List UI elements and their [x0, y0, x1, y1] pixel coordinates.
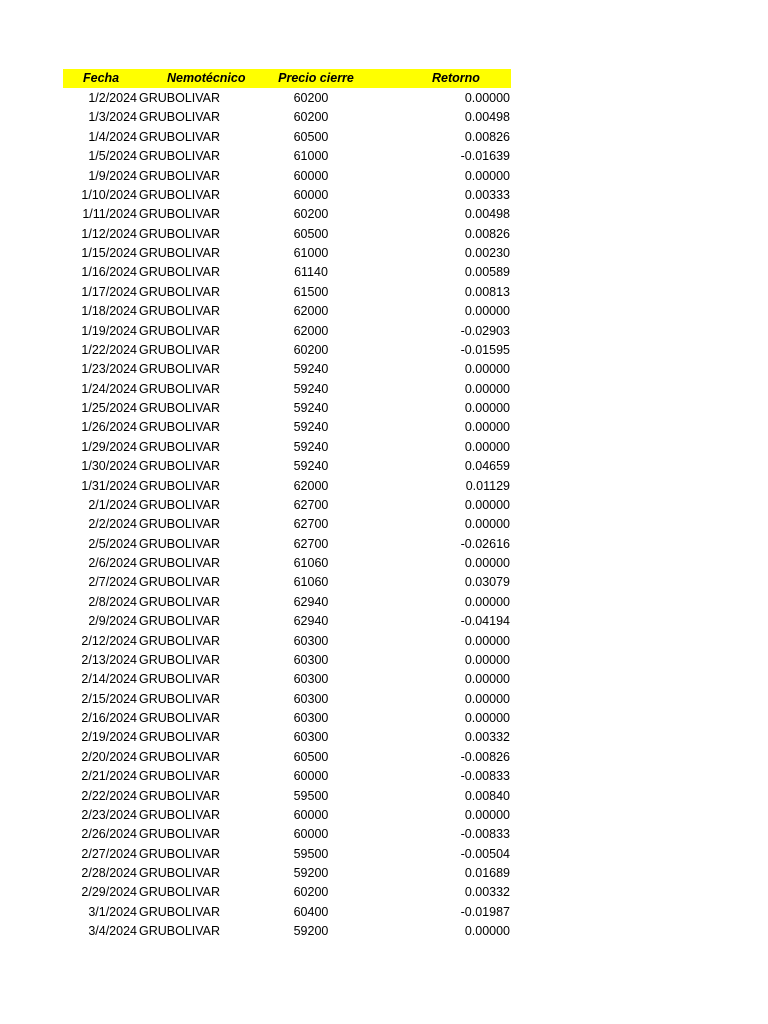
cell-precio-cierre[interactable]: 62000 — [293, 323, 329, 338]
cell-retorno[interactable]: 0.00000 — [464, 807, 510, 822]
cell-precio-cierre[interactable]: 61140 — [294, 265, 328, 280]
table-row — [63, 825, 511, 844]
cell-nemotecnico[interactable]: GRUBOLIVAR — [139, 536, 221, 551]
cell-precio-cierre[interactable]: 60200 — [293, 342, 329, 357]
price-table — [63, 69, 511, 942]
cell-retorno[interactable]: 0.00000 — [464, 691, 510, 706]
table-row — [63, 322, 511, 341]
cell-nemotecnico[interactable]: GRUBOLIVAR — [139, 730, 221, 745]
table-row — [63, 535, 511, 554]
cell-fecha[interactable]: 1/9/2024 — [88, 168, 137, 183]
cell-fecha[interactable]: 2/21/2024 — [81, 769, 137, 784]
cell-nemotecnico[interactable]: GRUBOLIVAR — [139, 749, 221, 764]
table-row — [63, 787, 511, 806]
cell-fecha[interactable]: 1/16/2024 — [81, 265, 137, 280]
cell-nemotecnico[interactable]: GRUBOLIVAR — [139, 439, 221, 454]
cell-retorno[interactable]: 0.01689 — [464, 866, 510, 880]
cell-precio-cierre[interactable]: 60400 — [293, 904, 329, 919]
cell-precio-cierre[interactable]: 60300 — [293, 652, 329, 667]
table-row — [63, 128, 511, 147]
cell-retorno[interactable]: 0.00333 — [464, 187, 510, 202]
table-row — [63, 263, 511, 282]
cell-precio-cierre[interactable]: 61000 — [293, 246, 329, 260]
table-row — [63, 690, 511, 709]
cell-fecha[interactable]: 1/26/2024 — [81, 420, 137, 435]
table-row — [63, 748, 511, 767]
cell-retorno[interactable]: -0.00504 — [460, 846, 510, 861]
cell-fecha[interactable]: 2/29/2024 — [81, 885, 137, 900]
cell-fecha[interactable]: 2/1/2024 — [88, 497, 137, 512]
cell-retorno[interactable]: 0.00813 — [464, 284, 510, 299]
cell-retorno[interactable]: -0.01987 — [460, 904, 510, 919]
cell-precio-cierre[interactable]: 60300 — [293, 672, 329, 687]
cell-retorno[interactable]: 0.00000 — [464, 168, 510, 183]
cell-fecha[interactable]: 1/30/2024 — [81, 459, 137, 474]
cell-fecha[interactable]: 2/22/2024 — [81, 788, 137, 803]
cell-nemotecnico[interactable]: GRUBOLIVAR — [139, 381, 221, 396]
table-row — [63, 380, 511, 399]
cell-precio-cierre[interactable]: 62700 — [293, 517, 329, 532]
cell-fecha[interactable]: 3/1/2024 — [88, 904, 137, 919]
cell-precio-cierre[interactable]: 60500 — [293, 749, 329, 764]
cell-nemotecnico[interactable]: GRUBOLIVAR — [139, 769, 221, 784]
cell-fecha[interactable]: 1/17/2024 — [81, 284, 137, 299]
cell-precio-cierre[interactable]: 62700 — [293, 536, 329, 551]
table-row — [63, 477, 511, 496]
cell-nemotecnico[interactable]: GRUBOLIVAR — [139, 362, 221, 377]
cell-retorno[interactable]: 0.00000 — [464, 652, 510, 667]
table-row — [63, 593, 511, 612]
cell-retorno[interactable]: 0.00230 — [464, 246, 510, 260]
cell-nemotecnico[interactable]: GRUBOLIVAR — [139, 691, 221, 706]
table-row — [63, 554, 511, 573]
cell-nemotecnico[interactable]: GRUBOLIVAR — [139, 323, 221, 338]
cell-nemotecnico[interactable]: GRUBOLIVAR — [139, 788, 221, 803]
table-row — [63, 108, 511, 127]
cell-precio-cierre[interactable]: 60000 — [293, 187, 329, 202]
cell-retorno[interactable]: 0.00000 — [464, 304, 510, 319]
cell-precio-cierre[interactable]: 60000 — [293, 827, 329, 842]
cell-nemotecnico[interactable]: GRUBOLIVAR — [139, 885, 221, 900]
cell-precio-cierre[interactable]: 62700 — [293, 497, 329, 512]
table-row — [63, 399, 511, 418]
cell-fecha[interactable]: 1/12/2024 — [81, 226, 137, 241]
cell-nemotecnico[interactable]: GRUBOLIVAR — [139, 459, 221, 474]
cell-retorno[interactable]: -0.04194 — [460, 614, 510, 629]
cell-precio-cierre[interactable]: 59500 — [293, 846, 329, 861]
table-row — [63, 767, 511, 786]
cell-precio-cierre[interactable]: 59500 — [293, 788, 329, 803]
cell-retorno[interactable]: 0.00589 — [464, 265, 510, 280]
cell-retorno[interactable]: -0.00833 — [460, 827, 510, 842]
cell-retorno[interactable]: -0.00833 — [460, 769, 510, 784]
header-nemotecnico[interactable]: Nemotécnico — [167, 71, 246, 85]
cell-precio-cierre[interactable]: 59240 — [293, 420, 329, 435]
cell-precio-cierre[interactable]: 60200 — [293, 885, 329, 900]
table-row — [63, 283, 511, 302]
cell-precio-cierre[interactable]: 60300 — [293, 730, 329, 745]
cell-fecha[interactable]: 2/28/2024 — [81, 866, 137, 880]
cell-fecha[interactable]: 2/19/2024 — [81, 730, 137, 745]
cell-nemotecnico[interactable]: GRUBOLIVAR — [139, 478, 221, 493]
table-row — [63, 496, 511, 515]
cell-fecha[interactable]: 1/29/2024 — [81, 439, 137, 454]
cell-fecha[interactable]: 2/6/2024 — [88, 556, 137, 570]
cell-nemotecnico[interactable]: GRUBOLIVAR — [139, 594, 221, 609]
table-row — [63, 167, 511, 186]
cell-precio-cierre[interactable]: 62940 — [293, 614, 329, 629]
cell-nemotecnico[interactable]: GRUBOLIVAR — [139, 672, 221, 687]
cell-retorno[interactable]: -0.01595 — [460, 342, 510, 357]
table-row — [63, 225, 511, 244]
cell-fecha[interactable]: 2/20/2024 — [81, 749, 137, 764]
cell-nemotecnico[interactable]: GRUBOLIVAR — [139, 91, 221, 105]
cell-retorno[interactable]: 0.00000 — [464, 711, 510, 725]
cell-retorno[interactable]: -0.00826 — [460, 749, 510, 764]
cell-precio-cierre[interactable]: 60300 — [293, 633, 329, 648]
cell-fecha[interactable]: 2/23/2024 — [81, 807, 137, 822]
cell-retorno[interactable]: 0.00000 — [464, 362, 510, 377]
cell-fecha[interactable]: 1/2/2024 — [88, 91, 137, 105]
table-row — [63, 341, 511, 360]
cell-precio-cierre[interactable]: 62000 — [293, 478, 329, 493]
table-row — [63, 457, 511, 476]
header-fecha[interactable]: Fecha — [83, 71, 120, 85]
cell-nemotecnico[interactable]: GRUBOLIVAR — [139, 187, 221, 202]
table-row — [63, 922, 511, 941]
cell-nemotecnico[interactable]: GRUBOLIVAR — [139, 304, 221, 319]
table-row — [63, 244, 511, 263]
cell-retorno[interactable]: 0.00000 — [464, 633, 510, 648]
cell-nemotecnico[interactable]: GRUBOLIVAR — [139, 807, 221, 822]
table-row — [63, 806, 511, 825]
cell-nemotecnico[interactable]: GRUBOLIVAR — [139, 924, 221, 939]
table-row — [63, 89, 511, 108]
cell-nemotecnico[interactable]: GRUBOLIVAR — [139, 246, 221, 260]
cell-precio-cierre[interactable]: 60500 — [293, 129, 329, 144]
cell-nemotecnico[interactable]: GRUBOLIVAR — [139, 110, 221, 125]
cell-fecha[interactable]: 2/2/2024 — [88, 517, 137, 532]
cell-precio-cierre[interactable]: 60200 — [293, 91, 329, 105]
cell-retorno[interactable]: -0.01639 — [460, 149, 510, 164]
cell-precio-cierre[interactable]: 59240 — [293, 459, 329, 474]
table-row — [63, 709, 511, 728]
cell-retorno[interactable]: 0.00840 — [464, 788, 510, 803]
cell-retorno[interactable]: 0.01129 — [465, 478, 510, 493]
cell-retorno[interactable]: 0.00000 — [464, 91, 510, 105]
cell-fecha[interactable]: 1/15/2024 — [81, 246, 137, 260]
cell-precio-cierre[interactable]: 60300 — [293, 691, 329, 706]
cell-nemotecnico[interactable]: GRUBOLIVAR — [139, 149, 221, 164]
cell-retorno[interactable]: 0.00000 — [464, 672, 510, 687]
cell-nemotecnico[interactable]: GRUBOLIVAR — [139, 497, 221, 512]
cell-precio-cierre[interactable]: 60000 — [293, 807, 329, 822]
cell-nemotecnico[interactable]: GRUBOLIVAR — [139, 652, 221, 667]
cell-retorno[interactable]: 0.04659 — [464, 459, 510, 474]
table-row — [63, 845, 511, 864]
cell-precio-cierre[interactable]: 60000 — [293, 769, 329, 784]
table-body — [63, 89, 511, 942]
table-row — [63, 728, 511, 747]
cell-retorno[interactable]: 0.00000 — [464, 381, 510, 396]
cell-nemotecnico[interactable]: GRUBOLIVAR — [139, 129, 221, 144]
cell-retorno[interactable]: 0.00000 — [464, 556, 510, 570]
table-row — [63, 612, 511, 631]
table-row — [63, 186, 511, 205]
cell-precio-cierre[interactable]: 59240 — [293, 401, 329, 415]
cell-fecha[interactable]: 2/13/2024 — [81, 652, 137, 667]
cell-nemotecnico[interactable]: GRUBOLIVAR — [139, 556, 221, 570]
cell-retorno[interactable]: 0.00000 — [464, 517, 510, 532]
table-row — [63, 883, 511, 902]
cell-nemotecnico[interactable]: GRUBOLIVAR — [139, 420, 221, 435]
cell-retorno[interactable]: 0.00000 — [464, 497, 510, 512]
cell-nemotecnico[interactable]: GRUBOLIVAR — [139, 866, 221, 880]
table-row — [63, 632, 511, 651]
table-row — [63, 438, 511, 457]
cell-retorno[interactable]: 0.00000 — [464, 401, 510, 415]
cell-fecha[interactable]: 1/24/2024 — [81, 381, 137, 396]
cell-fecha[interactable]: 2/26/2024 — [81, 827, 137, 842]
cell-fecha[interactable]: 2/27/2024 — [81, 846, 137, 861]
cell-retorno[interactable]: 0.00498 — [464, 207, 510, 222]
cell-fecha[interactable]: 2/15/2024 — [81, 691, 137, 706]
cell-nemotecnico[interactable]: GRUBOLIVAR — [139, 342, 221, 357]
header-precio-cierre[interactable]: Precio cierre — [278, 71, 354, 85]
cell-fecha[interactable]: 2/7/2024 — [88, 575, 137, 590]
cell-retorno[interactable]: 0.00332 — [464, 885, 510, 900]
cell-retorno[interactable]: 0.00000 — [464, 924, 510, 939]
cell-retorno[interactable]: 0.00000 — [464, 420, 510, 435]
cell-retorno[interactable]: 0.03079 — [464, 575, 510, 590]
cell-precio-cierre[interactable]: 59200 — [293, 866, 329, 880]
cell-retorno[interactable]: 0.00826 — [464, 226, 510, 241]
cell-fecha[interactable]: 1/3/2024 — [88, 110, 137, 125]
cell-retorno[interactable]: -0.02616 — [460, 536, 510, 551]
cell-precio-cierre[interactable]: 61000 — [293, 149, 329, 164]
cell-fecha[interactable]: 1/31/2024 — [81, 478, 137, 493]
cell-precio-cierre[interactable]: 59240 — [293, 362, 329, 377]
cell-precio-cierre[interactable]: 59200 — [293, 924, 329, 939]
header-retorno[interactable]: Retorno — [432, 71, 480, 85]
table-row — [63, 147, 511, 166]
table-row — [63, 418, 511, 437]
cell-nemotecnico[interactable]: GRUBOLIVAR — [139, 614, 221, 629]
table-row — [63, 302, 511, 321]
cell-retorno[interactable]: 0.00826 — [464, 129, 510, 144]
cell-retorno[interactable]: 0.00000 — [464, 594, 510, 609]
cell-fecha[interactable]: 1/18/2024 — [81, 304, 137, 319]
cell-retorno[interactable]: -0.02903 — [460, 323, 510, 338]
cell-fecha[interactable]: 2/14/2024 — [81, 672, 137, 687]
table-row — [63, 205, 511, 224]
cell-precio-cierre[interactable]: 60000 — [293, 168, 329, 183]
cell-nemotecnico[interactable]: GRUBOLIVAR — [139, 226, 221, 241]
cell-fecha[interactable]: 1/5/2024 — [88, 149, 137, 164]
cell-precio-cierre[interactable]: 59240 — [293, 439, 329, 454]
table-row — [63, 573, 511, 592]
cell-precio-cierre[interactable]: 60200 — [293, 110, 329, 125]
cell-retorno[interactable]: 0.00000 — [464, 439, 510, 454]
table-row — [63, 360, 511, 379]
cell-nemotecnico[interactable]: GRUBOLIVAR — [139, 711, 221, 725]
cell-nemotecnico[interactable]: GRUBOLIVAR — [139, 517, 221, 532]
cell-nemotecnico[interactable]: GRUBOLIVAR — [139, 846, 221, 861]
cell-fecha[interactable]: 2/12/2024 — [81, 633, 137, 648]
cell-precio-cierre[interactable]: 62940 — [293, 594, 329, 609]
cell-nemotecnico[interactable]: GRUBOLIVAR — [139, 168, 221, 183]
table-row — [63, 651, 511, 670]
cell-precio-cierre[interactable]: 60200 — [293, 207, 329, 222]
cell-precio-cierre[interactable]: 61060 — [293, 556, 329, 570]
cell-fecha[interactable]: 2/8/2024 — [88, 594, 137, 609]
table-header-row — [63, 69, 511, 88]
cell-precio-cierre[interactable]: 62000 — [293, 304, 329, 319]
cell-nemotecnico[interactable]: GRUBOLIVAR — [139, 633, 221, 648]
cell-fecha[interactable]: 1/4/2024 — [88, 129, 137, 144]
cell-retorno[interactable]: 0.00332 — [464, 730, 510, 745]
cell-retorno[interactable]: 0.00498 — [464, 110, 510, 125]
cell-fecha[interactable]: 2/16/2024 — [81, 711, 137, 725]
cell-nemotecnico[interactable]: GRUBOLIVAR — [139, 827, 221, 842]
cell-fecha[interactable]: 1/10/2024 — [81, 187, 137, 202]
table-row — [63, 670, 511, 689]
table-row — [63, 515, 511, 534]
cell-precio-cierre[interactable]: 60300 — [293, 711, 329, 725]
cell-nemotecnico[interactable]: GRUBOLIVAR — [139, 207, 221, 222]
cell-precio-cierre[interactable]: 61500 — [293, 284, 329, 299]
cell-fecha[interactable]: 2/9/2024 — [88, 614, 137, 629]
cell-fecha[interactable]: 1/11/2024 — [82, 207, 137, 222]
table-row — [63, 864, 511, 883]
cell-nemotecnico[interactable]: GRUBOLIVAR — [139, 904, 221, 919]
table-row — [63, 903, 511, 922]
cell-precio-cierre[interactable]: 60500 — [293, 226, 329, 241]
cell-precio-cierre[interactable]: 59240 — [293, 381, 329, 396]
cell-fecha[interactable]: 1/23/2024 — [81, 362, 137, 377]
cell-fecha[interactable]: 2/5/2024 — [88, 536, 137, 551]
cell-precio-cierre[interactable]: 61060 — [293, 575, 329, 590]
cell-nemotecnico[interactable]: GRUBOLIVAR — [139, 284, 221, 299]
cell-nemotecnico[interactable]: GRUBOLIVAR — [139, 401, 221, 415]
cell-fecha[interactable]: 1/22/2024 — [81, 342, 137, 357]
cell-nemotecnico[interactable]: GRUBOLIVAR — [139, 265, 221, 280]
cell-fecha[interactable]: 3/4/2024 — [88, 924, 137, 939]
cell-fecha[interactable]: 1/25/2024 — [81, 401, 137, 415]
cell-fecha[interactable]: 1/19/2024 — [81, 323, 137, 338]
cell-nemotecnico[interactable]: GRUBOLIVAR — [139, 575, 221, 590]
